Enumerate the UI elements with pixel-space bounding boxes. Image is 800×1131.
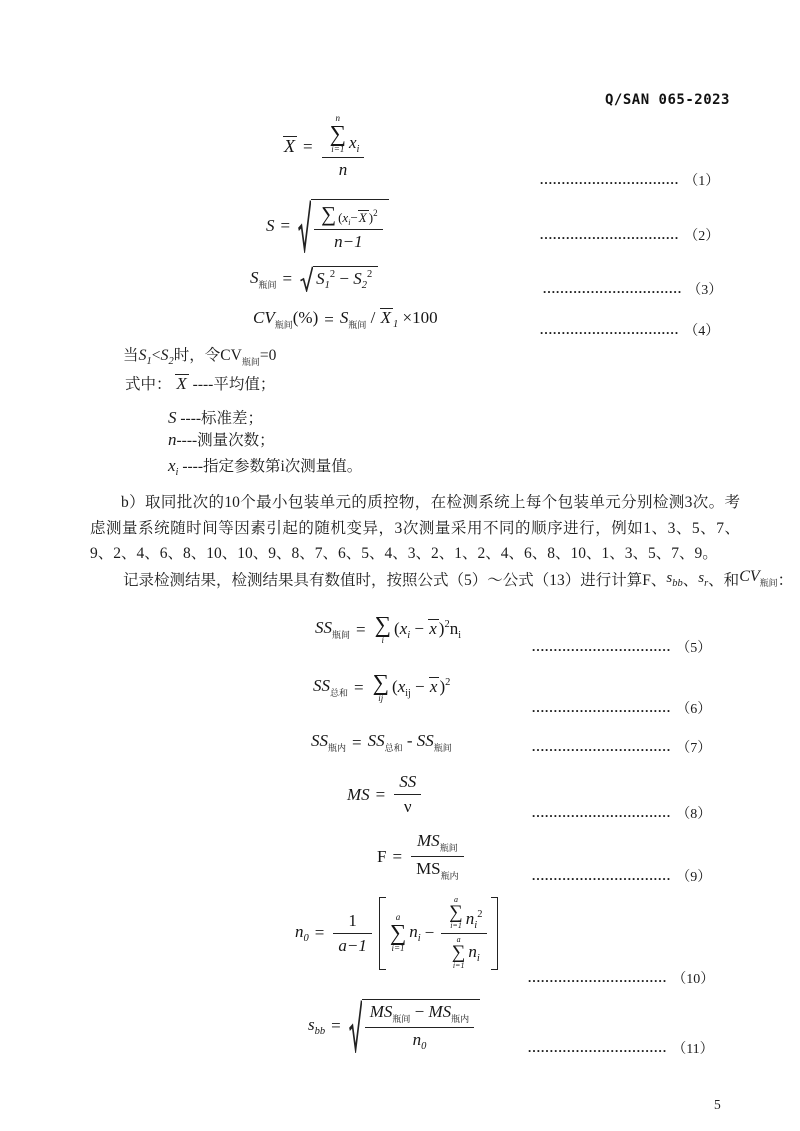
equation-number-2: （2）	[684, 229, 720, 244]
right-bracket	[491, 897, 498, 970]
dotted-leader: ................................	[540, 172, 680, 187]
equation-leader-2	[540, 225, 719, 245]
formula-10: $n_0$ = $\frac{1}{a-1}$ a ∑ i=1 $n_i$ − a ∑ i=1 $n_i^2$ a ∑ i=1 $n_i$	[295, 896, 499, 971]
equals-sign: =	[324, 309, 334, 329]
equals-sign: =	[356, 619, 366, 639]
sum-symbol: ∑	[321, 202, 337, 226]
equals-sign: =	[280, 216, 291, 235]
f8-lhs: MS	[347, 784, 370, 804]
equals-sign: =	[314, 923, 325, 943]
dotted-leader: ................................	[543, 281, 683, 296]
formula-1	[283, 114, 367, 180]
equation-leader-1	[540, 170, 719, 190]
radical-sign-icon	[349, 999, 362, 1053]
sum-symbol: n ∑ i=1	[329, 113, 346, 154]
doc-code: Q/SAN 065-2023	[604, 92, 730, 108]
dotted-leader: ................................	[532, 639, 672, 654]
equation-leader-5	[532, 637, 711, 657]
sum-symbol: a ∑ i=1	[449, 895, 463, 931]
dotted-leader: ................................	[540, 322, 680, 337]
where-item-s: S ----标准差；	[168, 408, 264, 427]
f1-fraction: n ∑ i=1 $x_i$ n	[322, 114, 365, 180]
equation-number-8: （8）	[676, 807, 712, 822]
dotted-leader: ................................	[532, 700, 672, 715]
dotted-leader: ................................	[532, 805, 672, 820]
formula-9	[377, 831, 467, 882]
equation-leader-3	[543, 279, 722, 299]
equation-number-9: （9）	[676, 870, 712, 885]
equals-sign: =	[303, 136, 313, 156]
sum-symbol: ∑ i	[374, 612, 392, 645]
paragraph-record: 记录检测结果，检测结果具有数值时，按照公式（5）～公式（13）进行计算F、$s_{bb}$、$s_r$、和$CV_{瓶间}$：	[123, 568, 794, 589]
equals-sign: =	[375, 784, 386, 804]
equals-sign: =	[352, 732, 362, 752]
equation-number-5: （5）	[676, 641, 712, 656]
equation-leader-8	[532, 803, 711, 823]
minus-sign: −	[424, 923, 435, 943]
formula-4: $CV_{瓶间}(\%)$ = $S_{瓶间}$ / X $_1$ ×100	[253, 308, 438, 330]
f9-lhs: F	[377, 846, 387, 866]
equation-leader-9	[532, 866, 711, 886]
f10-outer-fraction: $\frac{1}{a-1}$	[333, 911, 371, 956]
dotted-leader: ................................	[540, 227, 680, 242]
radical: $S_1^2 - S_2^2$	[300, 266, 378, 292]
where-label: 式中：	[125, 376, 172, 393]
equation-leader-6	[532, 698, 711, 718]
radical-sign-icon	[298, 199, 311, 253]
formula-11: $s_{bb}$ = $\frac{MS_{瓶间} - MS_{瓶内}}{n_0}$	[308, 999, 480, 1053]
radical: ∑ ($x_i-X$ )$^2$ n−1	[298, 199, 388, 253]
equation-number-7: （7）	[676, 741, 712, 756]
sum-symbol: a ∑ i=1	[451, 934, 466, 970]
formula-5: $SS_{瓶间}$ = ∑ i ($x_i - x$ )$^2n_i$	[315, 612, 461, 645]
equals-sign: =	[282, 269, 293, 288]
where-item-xi: $x_i$ ----指定参数第i次测量值。	[168, 456, 363, 478]
radical-sign-icon	[300, 266, 313, 292]
f9-fraction: $\frac{MS_{瓶间}}{MS_{瓶内}}$	[411, 831, 464, 882]
left-bracket	[379, 897, 386, 970]
equation-number-11: （11）	[672, 1042, 714, 1057]
equation-number-10: （10）	[672, 972, 715, 987]
sum-symbol: ∑ ij	[372, 670, 390, 703]
condition-line: 当$S_1<S_2$时，令$CV_{瓶间}=0$	[123, 347, 277, 367]
f8-fraction: $\frac{SS}{\nu}$	[394, 772, 421, 817]
dotted-leader: ................................	[532, 739, 672, 754]
dotted-leader: ................................	[528, 970, 668, 985]
formula-7: $SS_{瓶内}$ = $SS_{总和} - SS_{瓶间}$	[311, 731, 452, 753]
radical: $\frac{MS_{瓶间} - MS_{瓶内}}{n_0}$	[349, 999, 480, 1053]
dotted-leader: ................................	[528, 1040, 668, 1055]
equation-number-6: （6）	[676, 702, 712, 717]
where-label-line: 式中： X ----平均值；	[125, 374, 276, 393]
equation-number-3: （3）	[687, 283, 723, 298]
equals-sign: =	[392, 846, 403, 866]
paragraph-b: b）取同批次的10个最小包装单元的质控物，在检测系统上每个包装单元分别检测3次。考虑测量系统随时间等因素引起的随机变异，3次测量采用不同的顺序进行，例如1、3、5、7、9、2、4、6、8、10、10、9、8、7、6、5、4、3、2、1、2、4、6、8、10、1、3、5、7、9。	[90, 494, 740, 562]
where-item-n: n----测量次数；	[168, 430, 275, 449]
equals-sign: =	[331, 1016, 341, 1035]
equation-leader-10	[528, 968, 714, 988]
equation-number-4: （4）	[684, 324, 720, 339]
equation-leader-7	[532, 737, 711, 757]
formula-8	[347, 772, 424, 817]
formula-2	[266, 199, 389, 253]
sum-symbol: a ∑ i=1	[389, 911, 407, 953]
formula-6: $SS_{总和}$ = ∑ ij ($x_{ij} - x$ )$^2$	[313, 670, 451, 703]
equation-leader-4	[540, 320, 719, 340]
equation-number-1: （1）	[684, 174, 720, 189]
f1-lhs: X	[284, 136, 295, 157]
page-number: 5	[714, 1097, 721, 1112]
dotted-leader: ................................	[532, 868, 672, 883]
equation-leader-11	[528, 1038, 714, 1058]
equals-sign: =	[354, 677, 364, 697]
formula-3: $S_{瓶间}$ = $S_1^2 - S_2^2$	[250, 266, 378, 292]
f10-inner-fraction: a ∑ i=1 $n_i^2$ a ∑ i=1 $n_i$	[441, 896, 487, 971]
f2-lhs: S	[266, 216, 275, 235]
